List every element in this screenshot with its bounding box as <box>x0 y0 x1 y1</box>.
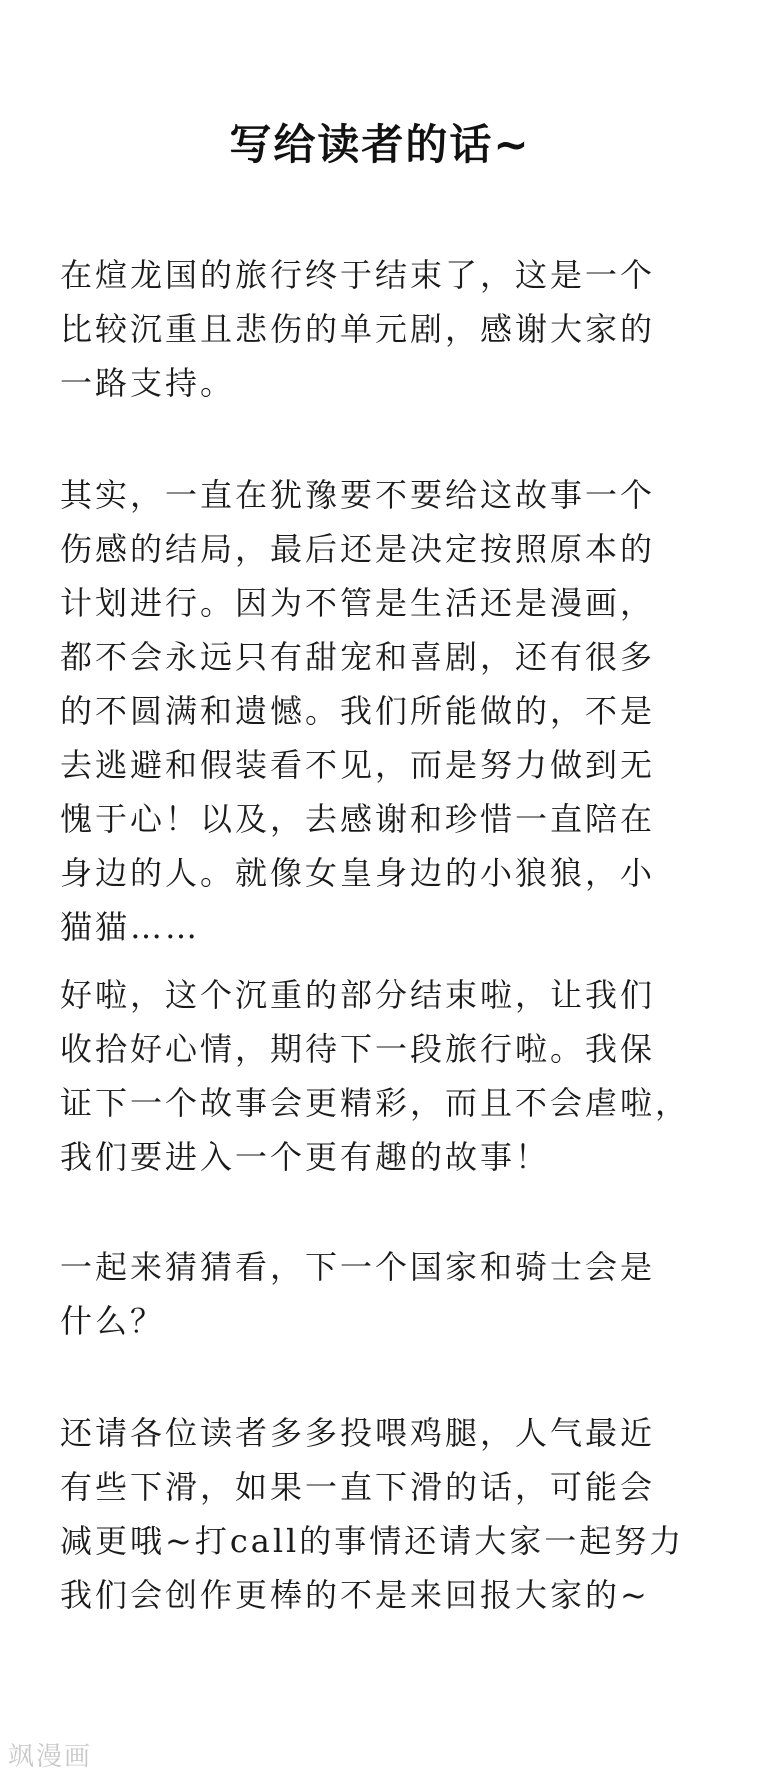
paragraph-2 <box>60 468 700 954</box>
paragraph-4 <box>60 1240 700 1348</box>
paragraph-3 <box>60 968 700 1184</box>
watermark-logo: 飒漫画 <box>8 1742 93 1772</box>
paragraph-line: 什么？ <box>60 1302 166 1340</box>
paragraph-line: 在煊龙国的旅行终于结束了，这是一个 <box>60 256 656 294</box>
paragraph-line: 的不圆满和遗憾。我们所能做的，不是 <box>60 692 656 730</box>
paragraph-line: 愧于心！以及，去感谢和珍惜一直陪在 <box>60 800 656 838</box>
paragraph-line: 其实，一直在犹豫要不要给这故事一个 <box>60 476 656 514</box>
paragraph-line: 都不会永远只有甜宠和喜剧，还有很多 <box>60 638 656 676</box>
paragraph-line: 我们会创作更棒的不是来回报大家的~ <box>60 1576 650 1614</box>
paragraph-line: 一路支持。 <box>60 364 236 402</box>
paragraph-line: 伤感的结局，最后还是决定按照原本的 <box>60 530 656 568</box>
paragraph-line: 比较沉重且悲伤的单元剧，感谢大家的 <box>60 310 656 348</box>
paragraph-line: 有些下滑，如果一直下滑的话，可能会 <box>60 1468 656 1506</box>
paragraph-line: 去逃避和假装看不见，而是努力做到无 <box>60 746 656 784</box>
paragraph-line: 还请各位读者多多投喂鸡腿，人气最近 <box>60 1414 656 1452</box>
paragraph-line: 好啦，这个沉重的部分结束啦，让我们 <box>60 976 656 1014</box>
paragraph-line: 猫猫…… <box>60 908 201 946</box>
paragraph-line: 一起来猜猜看，下一个国家和骑士会是 <box>60 1248 656 1286</box>
paragraph-line: 身边的人。就像女皇身边的小狼狼，小 <box>60 854 656 892</box>
paragraph-line: 我们要进入一个更有趣的故事！ <box>60 1138 551 1176</box>
paragraph-line: 计划进行。因为不管是生活还是漫画， <box>60 584 656 622</box>
paragraph-line: 减更哦~打call的事情还请大家一起努力 <box>60 1522 685 1560</box>
paragraph-line: 证下一个故事会更精彩，而且不会虐啦， <box>60 1084 691 1122</box>
paragraph-5 <box>60 1406 700 1622</box>
paragraph-line: 收拾好心情，期待下一段旅行啦。我保 <box>60 1030 656 1068</box>
page-title: 写给读者的话~ <box>229 120 531 169</box>
paragraph-1 <box>60 248 700 410</box>
